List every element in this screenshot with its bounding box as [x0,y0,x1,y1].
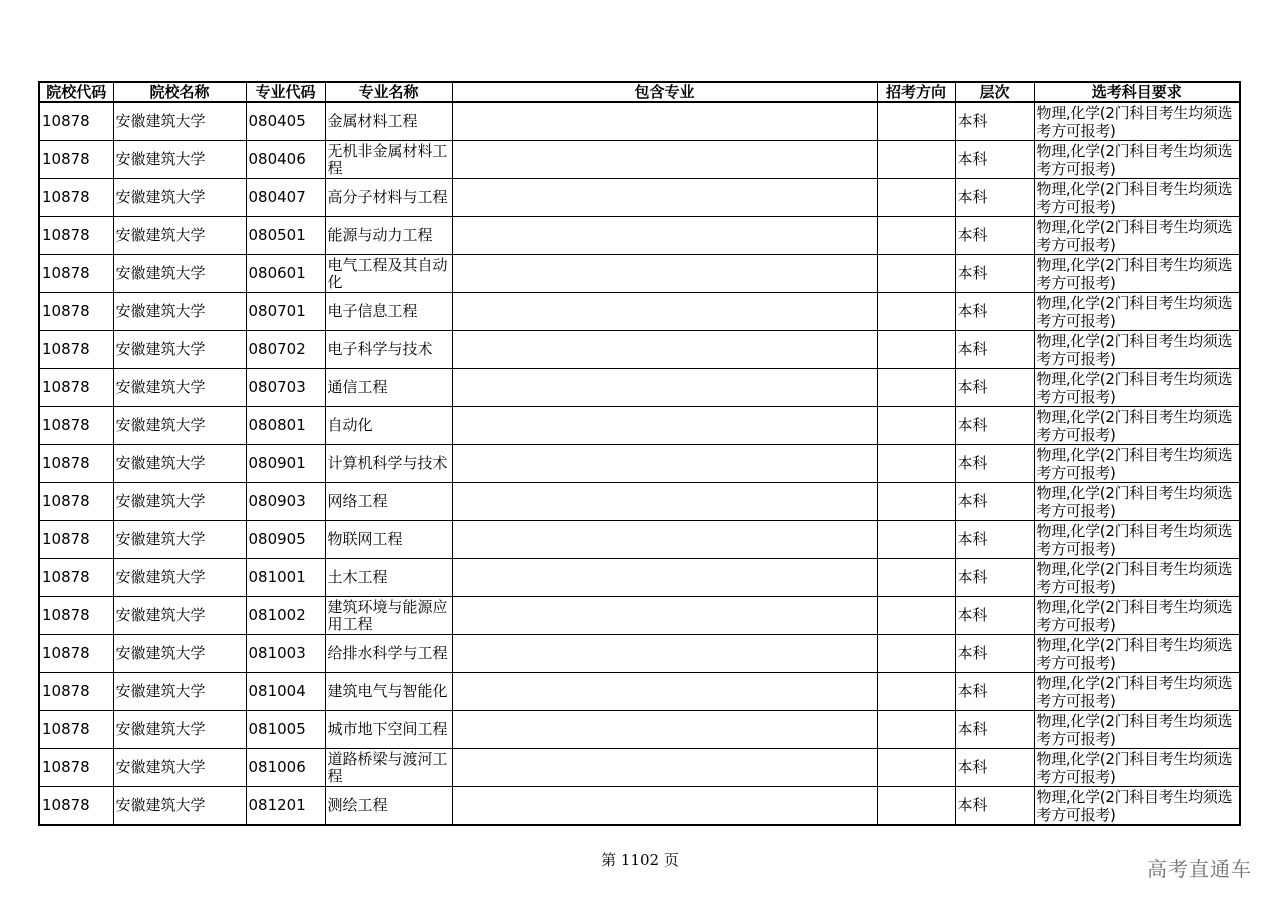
cell-included-majors [452,255,877,293]
cell-level: 本科 [955,787,1034,826]
cell-subject-requirement: 物理,化学(2门科目考生均须选考方可报考) [1034,141,1240,179]
cell-included-majors [452,407,877,445]
cell-subject-requirement: 物理,化学(2门科目考生均须选考方可报考) [1034,255,1240,293]
cell-major-code: 080901 [246,445,325,483]
cell-subject-requirement: 物理,化学(2门科目考生均须选考方可报考) [1034,673,1240,711]
cell-school-code: 10878 [39,407,113,445]
cell-school-code: 10878 [39,597,113,635]
cell-major-name: 电子科学与技术 [325,331,452,369]
table-row [39,217,1240,255]
cell-school-name: 安徽建筑大学 [113,711,246,749]
table-row [39,787,1240,826]
cell-school-code: 10878 [39,102,113,141]
cell-included-majors [452,521,877,559]
cell-subject-requirement: 物理,化学(2门科目考生均须选考方可报考) [1034,559,1240,597]
cell-included-majors [452,369,877,407]
cell-major-code: 080703 [246,369,325,407]
cell-direction [877,179,955,217]
cell-direction [877,521,955,559]
cell-school-name: 安徽建筑大学 [113,407,246,445]
cell-included-majors [452,217,877,255]
cell-subject-requirement: 物理,化学(2门科目考生均须选考方可报考) [1034,369,1240,407]
cell-school-name: 安徽建筑大学 [113,369,246,407]
cell-school-code: 10878 [39,787,113,826]
cell-level: 本科 [955,483,1034,521]
cell-major-code: 080903 [246,483,325,521]
cell-subject-requirement: 物理,化学(2门科目考生均须选考方可报考) [1034,407,1240,445]
cell-direction [877,711,955,749]
cell-included-majors [452,141,877,179]
cell-included-majors [452,445,877,483]
cell-major-code: 080701 [246,293,325,331]
cell-major-code: 081001 [246,559,325,597]
cell-school-code: 10878 [39,635,113,673]
header-major-code: 专业代码 [246,82,325,102]
cell-included-majors [452,559,877,597]
cell-direction [877,293,955,331]
page-number: 第 1102 页 [601,851,679,869]
cell-major-name: 能源与动力工程 [325,217,452,255]
table-row [39,255,1240,293]
cell-major-code: 080801 [246,407,325,445]
table-row [39,331,1240,369]
cell-subject-requirement: 物理,化学(2门科目考生均须选考方可报考) [1034,711,1240,749]
header-direction: 招考方向 [877,82,955,102]
cell-direction [877,255,955,293]
table-row [39,521,1240,559]
cell-major-name: 测绘工程 [325,787,452,826]
cell-major-name: 电子信息工程 [325,293,452,331]
cell-major-code: 080601 [246,255,325,293]
cell-level: 本科 [955,711,1034,749]
cell-level: 本科 [955,141,1034,179]
cell-school-code: 10878 [39,749,113,787]
cell-major-code: 080405 [246,102,325,141]
cell-major-name: 通信工程 [325,369,452,407]
cell-level: 本科 [955,521,1034,559]
cell-direction [877,331,955,369]
cell-major-name: 自动化 [325,407,452,445]
cell-school-name: 安徽建筑大学 [113,521,246,559]
cell-included-majors [452,711,877,749]
cell-included-majors [452,787,877,826]
cell-level: 本科 [955,749,1034,787]
cell-major-code: 081003 [246,635,325,673]
table-row [39,179,1240,217]
cell-subject-requirement: 物理,化学(2门科目考生均须选考方可报考) [1034,331,1240,369]
cell-subject-requirement: 物理,化学(2门科目考生均须选考方可报考) [1034,217,1240,255]
cell-direction [877,749,955,787]
cell-direction [877,673,955,711]
table-row [39,749,1240,787]
cell-major-name: 无机非金属材料工程 [325,141,452,179]
cell-major-name: 金属材料工程 [325,102,452,141]
cell-school-code: 10878 [39,255,113,293]
cell-level: 本科 [955,369,1034,407]
header-school-code: 院校代码 [39,82,113,102]
cell-school-name: 安徽建筑大学 [113,673,246,711]
header-school-name: 院校名称 [113,82,246,102]
cell-school-code: 10878 [39,521,113,559]
cell-direction [877,559,955,597]
cell-subject-requirement: 物理,化学(2门科目考生均须选考方可报考) [1034,749,1240,787]
cell-direction [877,445,955,483]
watermark-logo-text: 高考直通车 [1147,857,1252,881]
cell-major-code: 081004 [246,673,325,711]
cell-subject-requirement: 物理,化学(2门科目考生均须选考方可报考) [1034,635,1240,673]
cell-major-name: 网络工程 [325,483,452,521]
cell-level: 本科 [955,597,1034,635]
cell-school-name: 安徽建筑大学 [113,179,246,217]
cell-school-code: 10878 [39,445,113,483]
cell-included-majors [452,331,877,369]
cell-level: 本科 [955,102,1034,141]
cell-level: 本科 [955,445,1034,483]
cell-school-name: 安徽建筑大学 [113,102,246,141]
cell-school-name: 安徽建筑大学 [113,597,246,635]
cell-major-name: 城市地下空间工程 [325,711,452,749]
header-major-name: 专业名称 [325,82,452,102]
cell-school-code: 10878 [39,331,113,369]
cell-included-majors [452,673,877,711]
cell-school-name: 安徽建筑大学 [113,445,246,483]
cell-major-code: 080407 [246,179,325,217]
cell-school-name: 安徽建筑大学 [113,559,246,597]
cell-level: 本科 [955,635,1034,673]
cell-school-code: 10878 [39,179,113,217]
table-row [39,141,1240,179]
cell-major-code: 080501 [246,217,325,255]
cell-level: 本科 [955,331,1034,369]
cell-subject-requirement: 物理,化学(2门科目考生均须选考方可报考) [1034,445,1240,483]
cell-level: 本科 [955,255,1034,293]
table-row [39,369,1240,407]
table-row [39,445,1240,483]
cell-school-name: 安徽建筑大学 [113,331,246,369]
cell-major-name: 土木工程 [325,559,452,597]
cell-direction [877,635,955,673]
header-included-majors: 包含专业 [452,82,877,102]
cell-major-name: 物联网工程 [325,521,452,559]
cell-subject-requirement: 物理,化学(2门科目考生均须选考方可报考) [1034,102,1240,141]
cell-direction [877,217,955,255]
table-row [39,102,1240,141]
cell-subject-requirement: 物理,化学(2门科目考生均须选考方可报考) [1034,293,1240,331]
table-row [39,559,1240,597]
cell-direction [877,483,955,521]
cell-school-code: 10878 [39,141,113,179]
table-row [39,293,1240,331]
cell-level: 本科 [955,217,1034,255]
cell-included-majors [452,635,877,673]
cell-school-name: 安徽建筑大学 [113,635,246,673]
admission-table [38,81,1241,826]
table-row [39,407,1240,445]
cell-major-code: 081006 [246,749,325,787]
cell-major-name: 电气工程及其自动化 [325,255,452,293]
header-row [39,82,1240,102]
cell-school-name: 安徽建筑大学 [113,787,246,826]
cell-school-code: 10878 [39,217,113,255]
cell-subject-requirement: 物理,化学(2门科目考生均须选考方可报考) [1034,483,1240,521]
cell-major-name: 道路桥梁与渡河工程 [325,749,452,787]
cell-level: 本科 [955,179,1034,217]
cell-direction [877,407,955,445]
cell-direction [877,787,955,826]
cell-included-majors [452,597,877,635]
cell-direction [877,597,955,635]
cell-subject-requirement: 物理,化学(2门科目考生均须选考方可报考) [1034,597,1240,635]
cell-level: 本科 [955,293,1034,331]
table-row [39,711,1240,749]
cell-school-code: 10878 [39,711,113,749]
table-row [39,635,1240,673]
cell-major-code: 080406 [246,141,325,179]
cell-major-code: 080905 [246,521,325,559]
cell-school-name: 安徽建筑大学 [113,217,246,255]
cell-level: 本科 [955,559,1034,597]
table-row [39,597,1240,635]
cell-school-name: 安徽建筑大学 [113,255,246,293]
cell-direction [877,141,955,179]
cell-major-name: 建筑电气与智能化 [325,673,452,711]
cell-subject-requirement: 物理,化学(2门科目考生均须选考方可报考) [1034,179,1240,217]
cell-included-majors [452,293,877,331]
cell-school-name: 安徽建筑大学 [113,749,246,787]
cell-included-majors [452,102,877,141]
cell-included-majors [452,749,877,787]
cell-direction [877,102,955,141]
cell-school-code: 10878 [39,293,113,331]
cell-major-name: 高分子材料与工程 [325,179,452,217]
cell-included-majors [452,179,877,217]
cell-school-name: 安徽建筑大学 [113,483,246,521]
header-subject-requirement: 选考科目要求 [1034,82,1240,102]
cell-major-name: 给排水科学与工程 [325,635,452,673]
cell-school-code: 10878 [39,483,113,521]
cell-school-name: 安徽建筑大学 [113,141,246,179]
cell-subject-requirement: 物理,化学(2门科目考生均须选考方可报考) [1034,787,1240,826]
cell-major-name: 建筑环境与能源应用工程 [325,597,452,635]
table-row [39,673,1240,711]
cell-major-code: 081005 [246,711,325,749]
cell-school-name: 安徽建筑大学 [113,293,246,331]
header-level: 层次 [955,82,1034,102]
cell-major-code: 081002 [246,597,325,635]
cell-school-code: 10878 [39,673,113,711]
cell-level: 本科 [955,407,1034,445]
cell-major-code: 080702 [246,331,325,369]
cell-direction [877,369,955,407]
cell-subject-requirement: 物理,化学(2门科目考生均须选考方可报考) [1034,521,1240,559]
cell-included-majors [452,483,877,521]
cell-school-code: 10878 [39,369,113,407]
cell-major-code: 081201 [246,787,325,826]
cell-major-name: 计算机科学与技术 [325,445,452,483]
table-row [39,483,1240,521]
cell-school-code: 10878 [39,559,113,597]
cell-level: 本科 [955,673,1034,711]
